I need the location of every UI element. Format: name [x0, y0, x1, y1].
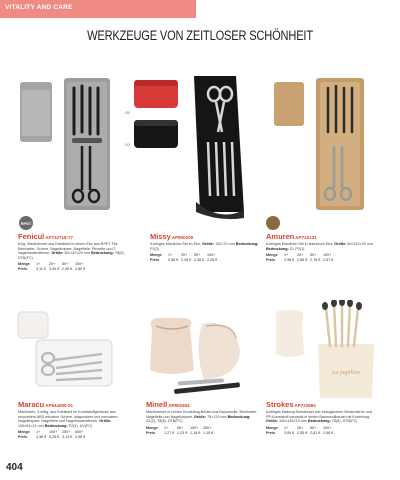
- strokes-image: [272, 300, 378, 400]
- price-table: Menge 1+ 25+ 50+ 100+ Preis 3,09 € 2,95 € 2,81 € 2,68 €: [266, 425, 334, 435]
- missy-tag-a: -05: [124, 110, 130, 115]
- missy-tag-b: -10: [124, 142, 130, 147]
- product-name: AmurenAP722131: [266, 232, 317, 241]
- minell-image: [144, 310, 254, 400]
- product-description: 6-tlg. Maniküreset aus Edelstahl in einem Etui aus RPET Filz: Beinhalter, Schere, Nagelknipser, Nagelfeile, Pinzette und 2 Nagelhautentferner. Größe: 60×110×20 mm Bedruckung: T8(8), DTB(FC): [18, 242, 125, 260]
- product-name: MaracuAP844050-01: [18, 400, 74, 409]
- category-banner: [0, 0, 196, 18]
- price-table: Menge 1+ 100+ 250+ 500+ Preis 3,36 € 3,25 € 3,13 € 3,08 €: [18, 430, 86, 440]
- product-description: 6-teiliges Maniküre-Set im Etui. Größe: 120×70 mm Bedruckung: P2(2): [150, 242, 259, 251]
- product-fenicul: [18, 232, 126, 272]
- page-title: WERKZEUGE VON ZEITLOSER SCHÖNHEIT: [87, 28, 313, 43]
- price-table: Menge 1+ 25+ 50+ 100+ Preis 2,58 € 2,45 € 2,36 € 2,28 €: [150, 253, 218, 263]
- product-maracu: [18, 400, 128, 440]
- missy-small-cases-image: [130, 76, 182, 156]
- amuren-image: [270, 76, 370, 214]
- cork-badge: [266, 216, 280, 230]
- product-amuren: [266, 232, 376, 263]
- rpet-badge: RPET: [19, 216, 33, 230]
- product-name: FeniculAP722718-77: [18, 232, 74, 241]
- product-name: StrokesAP722684: [266, 400, 316, 409]
- maracu-image: [16, 310, 114, 388]
- page-number: 404: [6, 462, 23, 473]
- product-description: Maniküren, 5-teilig, aus Edelstahl im Kunststoffgehäuse aus recyceltem ABS inklusive Schere, diagonalem und normalem Nagelknipser, Nagelfeile und Nagelhautentferner. Größe: 100×64×21 mm Bedruckung: P2(4), UV(FC): [18, 410, 118, 428]
- price-table: Menge 1+ 50+ 100+ 250+ Preis 1,27 € 1,23 € 1,18 € 1,15 €: [146, 425, 214, 435]
- price-table: Menge 1+ 25+ 50+ 100+ Preis 2,98 € 2,86 € 2,78 € 2,67 €: [266, 253, 334, 263]
- fenicul-image: [18, 76, 114, 212]
- category-label: VITALITY AND CARE: [5, 4, 73, 11]
- product-name: MissyAP800209: [150, 232, 194, 241]
- product-minell: [146, 400, 258, 436]
- missy-image: [186, 72, 250, 222]
- product-strokes: [266, 400, 378, 436]
- product-description: 6-teiliges Makeup-Bürstenset aus biologischem Weizenstroh und PP-Kunststoff verpackt in einem Baumwollbeutel mit Kordelzug. Größe: 100×145×10 mm Bedruckung: T8(8), DTB(FC): [266, 410, 372, 424]
- product-name: MinellAP800484: [146, 400, 190, 409]
- price-table: Menge 1+ 25+ 50+ 100+ Preis 3,11 € 3,00 € 2,90 € 2,80 €: [18, 262, 86, 272]
- product-missy: [150, 232, 260, 263]
- product-description: 6-teiliges Maniküre-Set in Naturkork-Etui. Größe: 60×110×20 mm Bedruckung: CL P2(1): [266, 242, 373, 251]
- product-description: Maniküreset in Leinen Kordelzug-Beutel aus Baumwolle. Beinhalter, Nagelfeile und Nagelknipser. Größe: 75×120 mm Bedruckung: S1(2), T8(8), DTB(FC): [146, 410, 257, 424]
- svg-text:La papillon: La papillon: [332, 370, 360, 376]
